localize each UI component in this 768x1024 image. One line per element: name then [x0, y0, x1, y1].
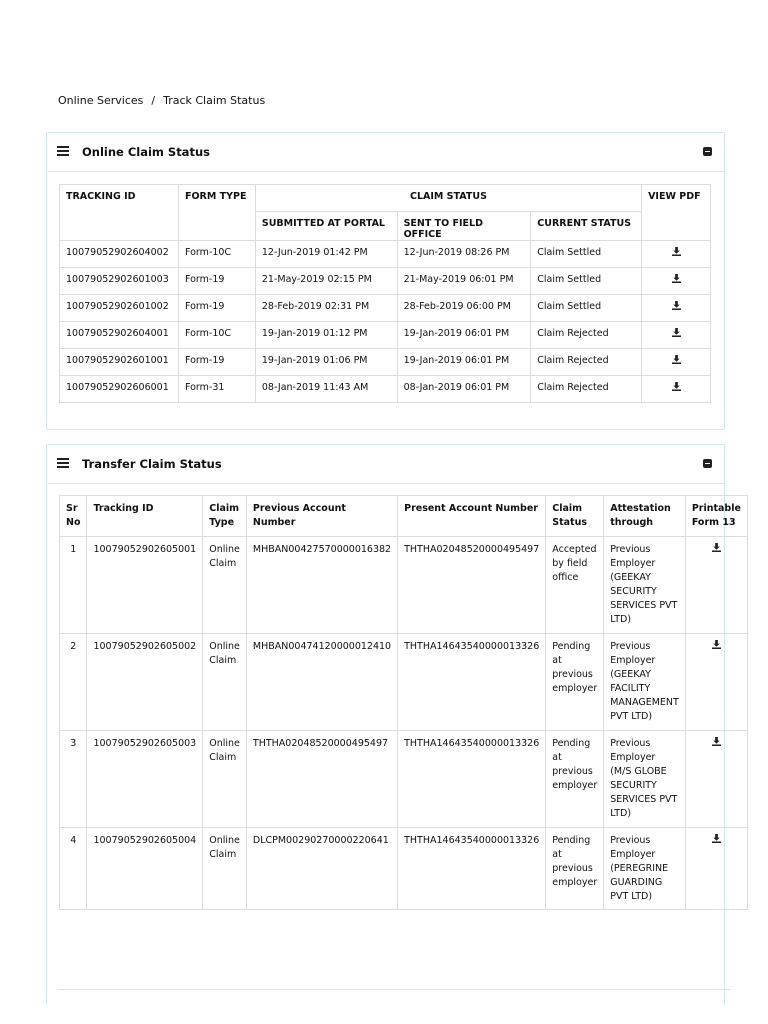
sr-no-cell: 4: [60, 828, 87, 910]
submitted-cell: 28-Feb-2019 02:31 PM: [255, 295, 397, 322]
breadcrumb-separator: /: [151, 94, 156, 107]
download-icon[interactable]: [712, 834, 721, 843]
collapse-icon[interactable]: [703, 459, 712, 468]
breadcrumb-track-claim-status: Track Claim Status: [163, 94, 266, 107]
submitted-cell: 12-Jun-2019 01:42 PM: [255, 241, 397, 268]
table-row: [60, 634, 748, 731]
online-claim-status-header: [47, 133, 724, 172]
sent-cell: 08-Jan-2019 06:01 PM: [397, 376, 531, 403]
tracking-id-cell: 10079052902604002: [60, 241, 179, 268]
form-type-cell: Form-19: [178, 268, 255, 295]
download-icon[interactable]: [712, 640, 721, 649]
view-pdf-cell: [642, 376, 711, 403]
table-row: [60, 322, 711, 349]
download-icon[interactable]: [672, 382, 681, 391]
tracking-id-cell: 10079052902601002: [60, 295, 179, 322]
tracking-id-cell: 10079052902604001: [60, 322, 179, 349]
previous-account-cell: DLCPM00290270000220641: [246, 828, 397, 910]
menu-icon[interactable]: [57, 146, 69, 156]
tracking-id-cell: 10079052902605003: [87, 731, 203, 828]
download-icon[interactable]: [672, 355, 681, 364]
submitted-cell: 08-Jan-2019 11:43 AM: [255, 376, 397, 403]
header-previous-account-number: Previous Account Number: [246, 496, 397, 537]
download-icon[interactable]: [672, 247, 681, 256]
sent-cell: 12-Jun-2019 08:26 PM: [397, 241, 531, 268]
current-status-cell: Claim Rejected: [531, 349, 642, 376]
current-status-cell: Claim Rejected: [531, 376, 642, 403]
header-submitted-at-portal: SUBMITTED AT PORTAL: [255, 212, 397, 241]
present-account-cell: THTHA14643540000013326: [398, 731, 546, 828]
printable-form-cell: [685, 731, 747, 828]
breadcrumb: [58, 94, 265, 107]
header-claim-status: CLAIM STATUS: [255, 185, 641, 212]
attestation-cell: Previous Employer (M/S GLOBE SECURITY SERVICES PVT LTD): [604, 731, 686, 828]
attestation-cell: Previous Employer (GEEKAY FACILITY MANAGEMENT PVT LTD): [604, 634, 686, 731]
claim-type-cell: Online Claim: [203, 634, 247, 731]
header-view-pdf: VIEW PDF: [642, 185, 711, 241]
current-status-cell: Claim Rejected: [531, 322, 642, 349]
download-icon[interactable]: [672, 301, 681, 310]
header-claim-type: Claim Type: [203, 496, 247, 537]
previous-account-cell: THTHA02048520000495497: [246, 731, 397, 828]
claim-status-cell: Pending at previous employer: [546, 634, 604, 731]
tracking-id-cell: 10079052902601001: [60, 349, 179, 376]
transfer-claim-status-header: [47, 445, 724, 484]
tracking-id-cell: 10079052902605001: [87, 537, 203, 634]
header-printable-form-13: Printable Form 13: [685, 496, 747, 537]
previous-account-cell: MHBAN00427570000016382: [246, 537, 397, 634]
claim-status-cell: Accepted by field office: [546, 537, 604, 634]
form-type-cell: Form-19: [178, 349, 255, 376]
header-claim-status: Claim Status: [546, 496, 604, 537]
submitted-cell: 21-May-2019 02:15 PM: [255, 268, 397, 295]
claim-type-cell: Online Claim: [203, 537, 247, 634]
table-row: [60, 828, 748, 910]
table-row: [60, 295, 711, 322]
transfer-claim-table: [59, 495, 748, 910]
table-row: [60, 376, 711, 403]
breadcrumb-online-services[interactable]: Online Services: [58, 94, 144, 107]
table-row: [60, 349, 711, 376]
download-icon[interactable]: [672, 274, 681, 283]
header-form-type: FORM TYPE: [178, 185, 255, 241]
menu-icon[interactable]: [57, 458, 69, 468]
attestation-cell: Previous Employer (GEEKAY SECURITY SERVICES PVT LTD): [604, 537, 686, 634]
online-claim-table: [59, 184, 711, 403]
table-row: [60, 537, 748, 634]
submitted-cell: 19-Jan-2019 01:06 PM: [255, 349, 397, 376]
sent-cell: 28-Feb-2019 06:00 PM: [397, 295, 531, 322]
table-row: [60, 241, 711, 268]
sr-no-cell: 3: [60, 731, 87, 828]
download-icon[interactable]: [712, 543, 721, 552]
present-account-cell: THTHA14643540000013326: [398, 828, 546, 910]
sent-cell: 19-Jan-2019 06:01 PM: [397, 322, 531, 349]
view-pdf-cell: [642, 295, 711, 322]
sr-no-cell: 2: [60, 634, 87, 731]
present-account-cell: THTHA14643540000013326: [398, 634, 546, 731]
current-status-cell: Claim Settled: [531, 295, 642, 322]
header-sr-no: Sr No: [60, 496, 87, 537]
header-present-account-number: Present Account Number: [398, 496, 546, 537]
panel-title: Online Claim Status: [82, 145, 210, 159]
printable-form-cell: [685, 537, 747, 634]
tracking-id-cell: 10079052902605002: [87, 634, 203, 731]
tracking-id-cell: 10079052902606001: [60, 376, 179, 403]
current-status-cell: Claim Settled: [531, 268, 642, 295]
view-pdf-cell: [642, 268, 711, 295]
form-type-cell: Form-19: [178, 295, 255, 322]
present-account-cell: THTHA02048520000495497: [398, 537, 546, 634]
panel-title: Transfer Claim Status: [82, 457, 222, 471]
sent-cell: 19-Jan-2019 06:01 PM: [397, 349, 531, 376]
tracking-id-cell: 10079052902601003: [60, 268, 179, 295]
claim-status-cell: Pending at previous employer: [546, 731, 604, 828]
table-row: [60, 731, 748, 828]
download-icon[interactable]: [672, 328, 681, 337]
claim-type-cell: Online Claim: [203, 731, 247, 828]
sr-no-cell: 1: [60, 537, 87, 634]
form-type-cell: Form-31: [178, 376, 255, 403]
header-tracking-id: TRACKING ID: [60, 185, 179, 241]
collapse-icon[interactable]: [703, 147, 712, 156]
sent-cell: 21-May-2019 06:01 PM: [397, 268, 531, 295]
claim-status-cell: Pending at previous employer: [546, 828, 604, 910]
previous-account-cell: MHBAN00474120000012410: [246, 634, 397, 731]
submitted-cell: 19-Jan-2019 01:12 PM: [255, 322, 397, 349]
header-attestation-through: Attestation through: [604, 496, 686, 537]
attestation-cell: Previous Employer (PEREGRINE GUARDING PVT LTD): [604, 828, 686, 910]
tracking-id-cell: 10079052902605004: [87, 828, 203, 910]
claim-type-cell: Online Claim: [203, 828, 247, 910]
header-sent-to-field-office: SENT TO FIELD OFFICE: [397, 212, 531, 241]
printable-form-cell: [685, 828, 747, 910]
printable-form-cell: [685, 634, 747, 731]
current-status-cell: Claim Settled: [531, 241, 642, 268]
download-icon[interactable]: [712, 737, 721, 746]
header-tracking-id: Tracking ID: [87, 496, 203, 537]
view-pdf-cell: [642, 241, 711, 268]
form-type-cell: Form-10C: [178, 322, 255, 349]
header-current-status: CURRENT STATUS: [531, 212, 642, 241]
view-pdf-cell: [642, 322, 711, 349]
table-row: [60, 268, 711, 295]
form-type-cell: Form-10C: [178, 241, 255, 268]
divider: [58, 989, 731, 990]
view-pdf-cell: [642, 349, 711, 376]
